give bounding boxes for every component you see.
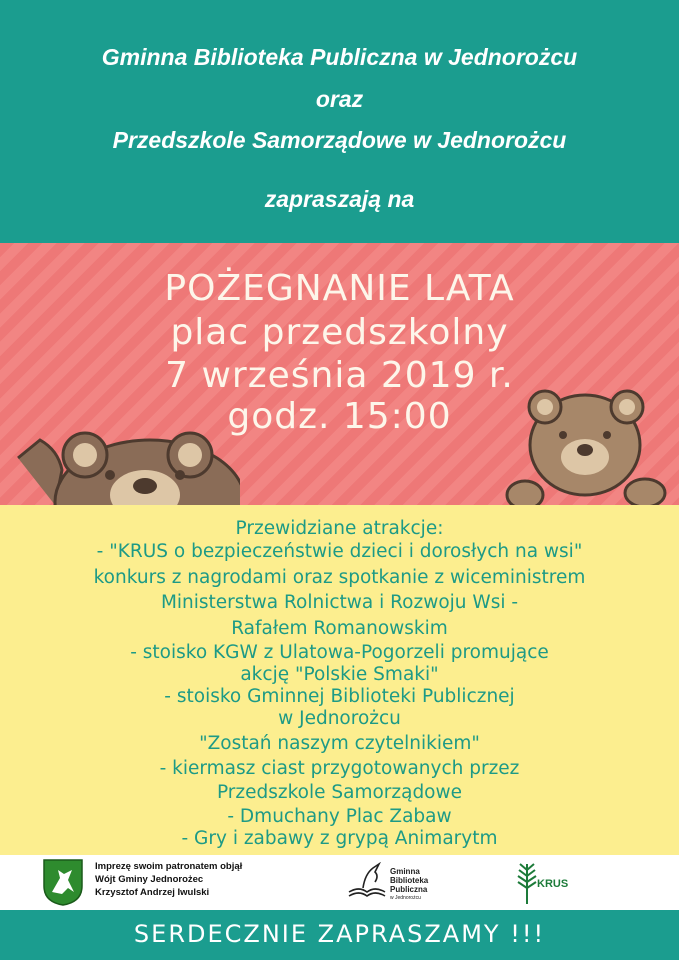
attraction-line: - Gry i zabawy z grypą Animarytm (181, 828, 498, 849)
event-date: 7 września 2019 r. (165, 355, 514, 396)
patron-line-1: Imprezę swoim patronatem objął (95, 861, 243, 872)
attraction-line: "Zostań naszym czytelnikiem" (199, 733, 480, 754)
gmina-crest (42, 858, 84, 906)
attraction-line: - Dmuchany Plac Zabaw (227, 806, 452, 827)
header-banner (0, 0, 679, 243)
attraction-line: Ministerstwa Rolnictwa i Rozwoju Wsi - (160, 592, 519, 613)
conjunction-text: oraz (315, 86, 364, 112)
attraction-line: Przedszkole Samorządowe (216, 782, 463, 803)
closing-text: SERDECZNIE ZAPRASZAMY !!! (133, 920, 546, 948)
organizer-preschool: Przedszkole Samorządowe w Jednorożcu (112, 127, 567, 153)
bear-right-icon (507, 391, 665, 509)
book-unicorn-icon (349, 864, 385, 896)
event-time: godz. 15:00 (227, 396, 452, 437)
wheat-icon (518, 864, 536, 904)
patron-line-3: Krzysztof Andrzej Iwulski (95, 887, 210, 898)
invite-text: zapraszają na (264, 186, 415, 212)
attraction-line: Rafałem Romanowskim (231, 618, 448, 639)
bear-left-icon (18, 433, 240, 510)
attraction-line: akcję "Polskie Smaki" (240, 664, 439, 685)
organizer-library: Gminna Biblioteka Publiczna w Jednorożcu (101, 44, 578, 70)
library-line-3: Publiczna (390, 885, 428, 894)
patron-line-2: Wójt Gminy Jednorożec (95, 874, 204, 885)
attraction-line: Przewidziane atrakcje: (235, 518, 444, 539)
bear-right-illustration (495, 385, 679, 510)
attraction-line: - kiermasz ciast przygotowanych przez (159, 758, 520, 779)
closing-banner (0, 910, 679, 960)
attraction-line: - "KRUS o bezpieczeństwie dzieci i dorosłych na wsi" (96, 541, 583, 562)
bear-left-illustration (0, 420, 240, 510)
attraction-line: konkurs z nagrodami oraz spotkanie z wiceministrem (93, 567, 586, 588)
attraction-line: - stoisko KGW z Ulatowa-Pogorzeli promujące (130, 642, 549, 663)
library-name (390, 867, 428, 903)
krus-label: KRUS (537, 878, 569, 890)
attraction-line: - stoisko Gminnej Biblioteki Publicznej (164, 686, 515, 707)
attraction-line: w Jednorożcu (278, 708, 401, 729)
library-line-4: w Jednorożcu (390, 895, 421, 901)
event-title: POŻEGNANIE LATA (164, 268, 515, 309)
event-place: plac przedszkolny (170, 312, 509, 353)
library-line-2: Biblioteka (390, 876, 429, 885)
patron-text (95, 860, 242, 899)
library-logo (345, 862, 390, 904)
library-line-1: Gminna (390, 867, 420, 876)
